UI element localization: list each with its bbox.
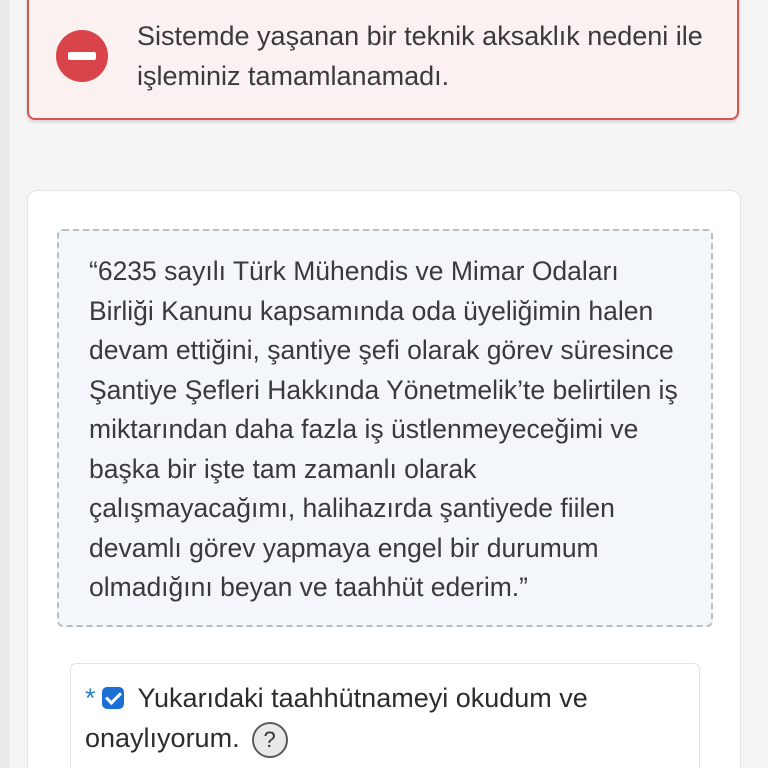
- error-message: Sistemde yaşanan bir teknik aksaklık nedeni ile işleminiz tamamlanamadı.: [137, 21, 703, 91]
- pledge-card: [27, 190, 741, 768]
- consent-label[interactable]: Yukarıdaki taahhütnameyi okudum ve onaylıyorum.: [85, 683, 588, 753]
- consent-box: [70, 663, 700, 768]
- error-alert: [27, 0, 739, 120]
- consent-checkbox[interactable]: [102, 687, 124, 709]
- required-asterisk: *: [85, 683, 96, 713]
- pledge-box: [57, 229, 713, 627]
- left-edge-strip: [0, 0, 10, 768]
- consent-row: [85, 678, 685, 758]
- pledge-text: “6235 sayılı Türk Mühendis ve Mimar Odaları Birliği Kanunu kapsamında oda üyeliğimin halen devam ettiğini, şantiye şefi olarak görev süresince Şantiye Şefleri Hakkında Yönetmelik’te belirtilen iş miktarından daha fazla iş üstlenmeyeceğimi ve başka bir işte tam zamanlı olarak çalışmayacağımı, halihazırda şantiyede fiilen devamlı görev yapmaya engel bir durumum olmadığını beyan ve taahhüt ederim.”: [89, 256, 678, 602]
- help-button[interactable]: ?: [252, 722, 288, 758]
- error-minus-circle-icon: [56, 30, 108, 82]
